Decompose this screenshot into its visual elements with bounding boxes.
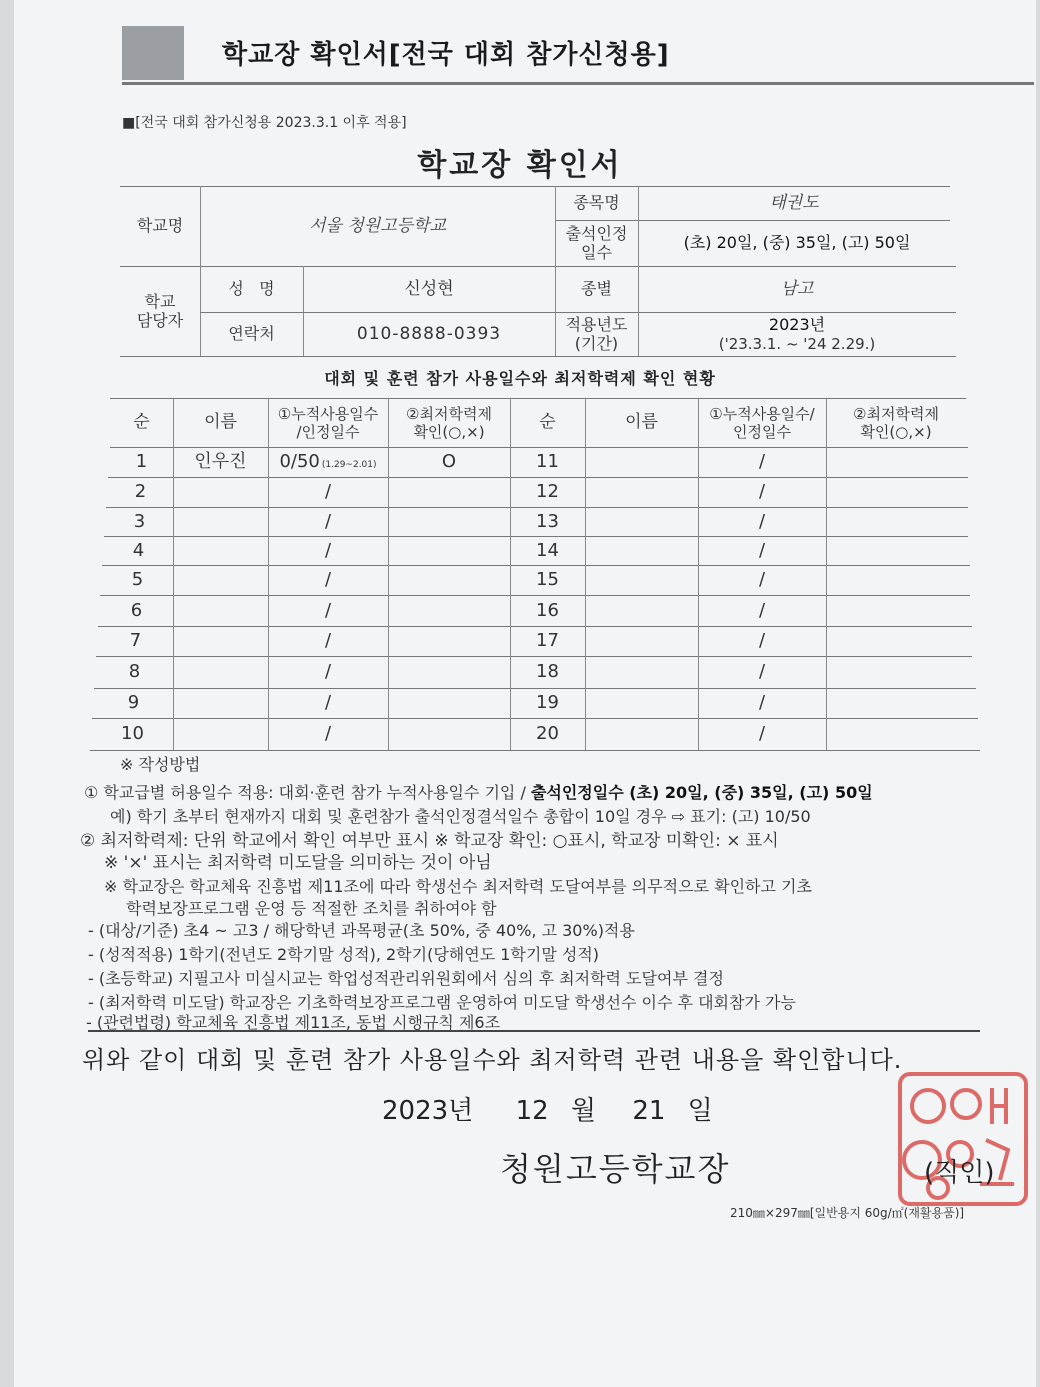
note-2: ② 최저학력제: 단위 학교에서 확인 여부만 표시 ※ 학교장 확인: ○표시, 학교장 미확인: × 표시: [80, 831, 779, 851]
detail-5: - (관련법령) 학교체육 진흥법 제11조, 동법 시행규칙 제6조: [86, 1013, 501, 1032]
applicable-year: 2023년: [768, 315, 826, 335]
school-name-label: 학교명: [136, 216, 184, 236]
row-no: 3: [133, 510, 146, 532]
attendance-value: (초) 20일, (중) 35일, (고) 50일: [683, 233, 911, 253]
row-days-note: (1.29~2.01): [321, 459, 377, 470]
row-no: 2: [134, 481, 147, 503]
row-days: [268, 447, 388, 477]
note-1: [84, 780, 873, 803]
row-days: /: [324, 481, 332, 503]
banner: [122, 26, 1034, 85]
gender-value: 남고: [780, 278, 814, 299]
row-no: 19: [536, 692, 559, 714]
date-month-unit: 월: [570, 1096, 597, 1126]
row-days: /: [324, 661, 332, 683]
detail-1: - (대상/기준) 초4 ~ 고3 / 해당학년 과목평균(초 50%, 중 40%, 고 30%)적용: [88, 921, 635, 940]
row-no: 17: [536, 630, 559, 652]
col-header-no-right: 순: [539, 412, 556, 433]
detail-2: - (성적적용) 1학기(전년도 2학기말 성적), 2학기(당해연도 1학기말 성적): [88, 945, 600, 964]
sport-value: 태권도: [769, 192, 819, 213]
row-days: /: [758, 661, 766, 683]
row-days: /: [324, 510, 332, 532]
note-1-example: 예) 학기 초부터 현재까지 대회 및 훈련참가 출석인정결석일수 총합이 10일 경우 ⇨ 표기: (고) 10/50: [110, 807, 811, 826]
row-no: 6: [130, 599, 143, 621]
row-no: 4: [132, 539, 145, 561]
section-title: 대회 및 훈련 참가 사용일수와 최저학력제 확인 현황: [324, 369, 716, 388]
row-name: 인우진: [194, 451, 247, 473]
detail-3: - (초등학교) 지필고사 미실시교는 학업성적관리위원회에서 심의 후 최저학력 도달여부 결정: [88, 969, 724, 988]
issue-date: [382, 1090, 713, 1127]
note-2-sub-1: ※ '×' 표시는 최저학력 미도달을 의미하는 것이 아님: [104, 853, 492, 873]
row-days: /: [324, 539, 332, 561]
attendance-label: 출석인정 일수: [565, 223, 628, 262]
col-header-name: 이름: [204, 412, 237, 433]
person-name-label: 성 명: [228, 279, 275, 299]
row-no: 20: [536, 723, 559, 745]
banner-gray-block: [122, 26, 184, 80]
row-no: 12: [536, 481, 559, 503]
col-header-no: 순: [133, 412, 150, 433]
detail-4: - (최저학력 미도달) 학교장은 기초학력보장프로그램 운영하여 미도달 학생선수 이수 후 대회참가 가능: [88, 993, 796, 1012]
col-header-min: ②최저학력제 확인(○,×): [406, 404, 492, 441]
row-days: /: [324, 723, 332, 745]
row-no: 8: [128, 661, 141, 683]
row-no: 1: [135, 451, 148, 473]
row-days: /: [324, 569, 332, 591]
seal-label: (직인): [924, 1158, 995, 1188]
row-days: /: [758, 599, 766, 621]
contact-label: 연락처: [228, 324, 275, 344]
row-days: /: [758, 510, 766, 532]
row-days: /: [758, 630, 766, 652]
date-year: 2023년: [382, 1096, 474, 1126]
col-header-days-right: ①누적사용일수/ 인정일수: [709, 404, 815, 441]
person-name-value: 신성현: [404, 278, 454, 299]
note-2-sub-2b: 학력보장프로그램 운영 등 적절한 조치를 취하여야 함: [126, 899, 497, 918]
row-no: 5: [131, 569, 144, 591]
row-no: 9: [127, 692, 140, 714]
document-title: 학교장 확인서: [417, 148, 623, 183]
row-no: 16: [536, 599, 559, 621]
row-no: 11: [536, 451, 559, 473]
row-days: /: [324, 630, 332, 652]
row-days: /: [324, 599, 332, 621]
row-days-value: 0/50: [279, 451, 320, 473]
principal-name: 청원고등학교장: [500, 1150, 731, 1188]
notes-heading: ※ 작성방법: [120, 755, 201, 774]
row-days: /: [758, 692, 766, 714]
note-1-text: ① 학교급별 허용일수 적용: 대회·훈련 참가 누적사용일수 기입 /: [84, 783, 531, 802]
date-day-unit: 일: [687, 1096, 713, 1126]
sport-label: 종목명: [573, 193, 620, 213]
gender-label: 종별: [581, 279, 612, 299]
col-header-days: ①누적사용일수 /인정일수: [277, 404, 379, 441]
applicable-year-value: [638, 312, 956, 356]
col-header-name-right: 이름: [625, 412, 658, 433]
col-header-min-right: ②최저학력제 확인(○,×): [853, 404, 939, 441]
row-days: /: [324, 692, 332, 714]
row-days: /: [758, 481, 766, 503]
contact-value: 010-8888-0393: [356, 323, 502, 344]
school-name-value: 서울 청원고등학교: [309, 215, 446, 236]
row-days: /: [758, 569, 766, 591]
confirmation-statement: 위와 같이 대회 및 훈련 참가 사용일수와 최저학력 관련 내용을 확인합니다.: [82, 1046, 903, 1074]
row-no: 7: [129, 630, 142, 652]
paper-spec-footer: 210㎜×297㎜[일반용지 60g/㎡(재활용품)]: [730, 1206, 965, 1220]
row-days: /: [758, 539, 766, 561]
row-days: /: [758, 451, 766, 473]
official-seal-icon: [888, 1064, 1038, 1214]
row-no: 18: [536, 661, 559, 683]
row-no: 15: [536, 569, 559, 591]
form-subtitle: ■[전국 대회 참가신청용 2023.3.1 이후 적용]: [122, 115, 407, 131]
note-2-sub-2: ※ 학교장은 학교체육 진흥법 제11조에 따라 학생선수 최저학력 도달여부를 의무적으로 확인하고 기초: [104, 877, 812, 896]
note-1-bold: 출석인정일수 (초) 20일, (중) 35일, (고) 50일: [530, 783, 873, 802]
row-no: 10: [121, 723, 144, 745]
date-day: 21: [632, 1096, 666, 1126]
date-month: 12: [515, 1096, 549, 1126]
row-min: O: [441, 451, 457, 473]
row-no: 14: [536, 539, 559, 561]
row-no: 13: [536, 510, 559, 532]
applicable-period: ('23.3.1. ~ '24 2.29.): [718, 334, 876, 353]
row-days: /: [758, 723, 766, 745]
banner-title: 학교장 확인서[전국 대회 참가신청용]: [222, 40, 670, 70]
manager-label: 학교 담당자: [136, 291, 184, 330]
applicable-year-label: 적용년도 (기간): [565, 314, 628, 353]
